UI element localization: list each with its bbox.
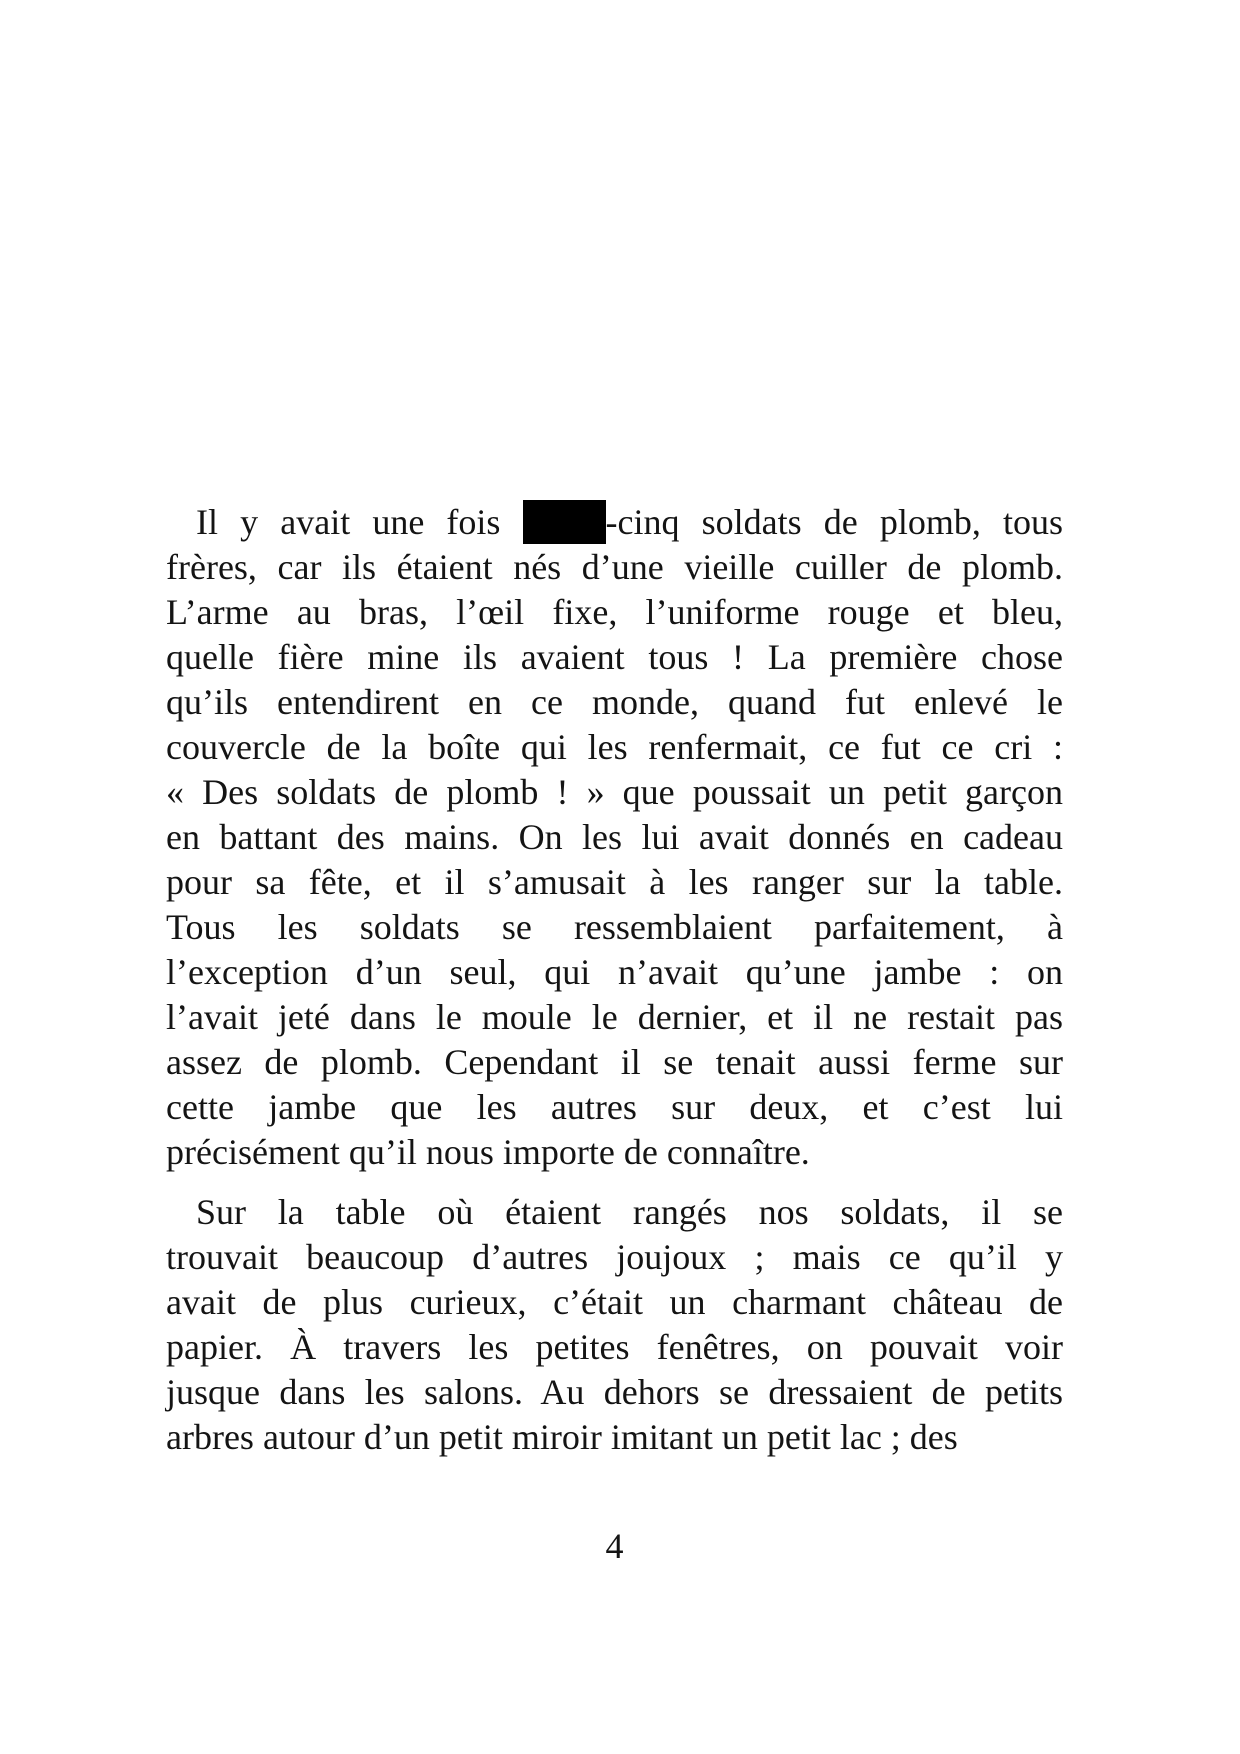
text-line: arbres autour d’un petit miroir imitant un petit lac ; des: [166, 1417, 958, 1457]
text-line: l’avait jeté dans le moule le dernier, et il ne restait pas: [166, 997, 1063, 1037]
text-line: frères, car ils étaient nés d’une vieille cuiller de plomb.: [166, 547, 1063, 587]
text-line: l’exception d’un seul, qui n’avait qu’une jambe : on: [166, 952, 1063, 992]
page-text-block: [166, 500, 1063, 1460]
text-line: Il y avait une fois -cinq soldats de plomb, tous: [196, 502, 1063, 542]
text-line: L’arme au bras, l’œil fixe, l’uniforme rouge et bleu,: [166, 592, 1063, 632]
text-line: Sur la table où étaient rangés nos soldats, il se: [196, 1192, 1063, 1232]
text-line: en battant des mains. On les lui avait donnés en cadeau: [166, 817, 1063, 857]
page-number: 4: [605, 1526, 624, 1566]
text-line: cette jambe que les autres sur deux, et c’est lui: [166, 1087, 1063, 1127]
text-line: qu’ils entendirent en ce monde, quand fut enlevé le: [166, 682, 1063, 722]
text-line: précisément qu’il nous importe de connaître.: [166, 1132, 810, 1172]
text-line: Tous les soldats se ressemblaient parfaitement, à: [166, 907, 1063, 947]
text-line: « Des soldats de plomb ! » que poussait un petit garçon: [166, 772, 1063, 812]
text-line: trouvait beaucoup d’autres joujoux ; mais ce qu’il y: [166, 1237, 1063, 1277]
paragraph: [166, 500, 1063, 1175]
text-line: assez de plomb. Cependant il se tenait aussi ferme sur: [166, 1042, 1063, 1082]
text-line: jusque dans les salons. Au dehors se dressaient de petits: [166, 1372, 1063, 1412]
redaction-box: [523, 500, 606, 544]
text-line: papier. À travers les petites fenêtres, on pouvait voir: [166, 1327, 1063, 1367]
text-line: couvercle de la boîte qui les renfermait, ce fut ce cri :: [166, 727, 1063, 767]
text-line: avait de plus curieux, c’était un charmant château de: [166, 1282, 1063, 1322]
paragraph: [166, 1190, 1063, 1460]
text-line: quelle fière mine ils avaient tous ! La première chose: [166, 637, 1063, 677]
text-line: pour sa fête, et il s’amusait à les ranger sur la table.: [166, 862, 1063, 902]
